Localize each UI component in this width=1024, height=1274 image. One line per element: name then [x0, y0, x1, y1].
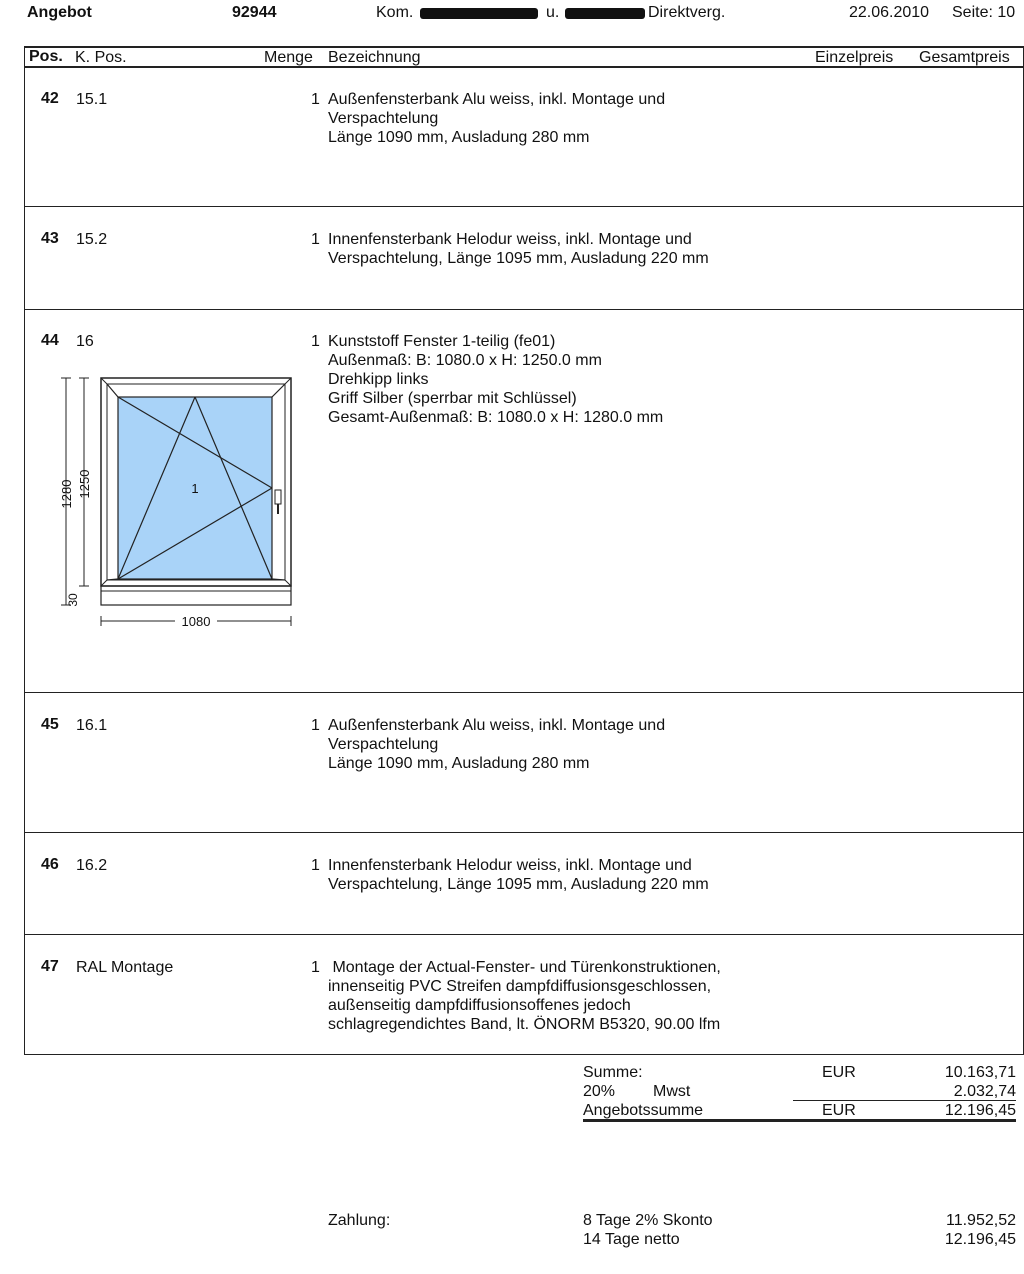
kom-label: Kom. — [376, 4, 414, 21]
window-drawing — [55, 370, 300, 635]
sash-number: 1 — [191, 481, 199, 496]
col-bezeichnung: Bezeichnung — [328, 49, 421, 66]
row-pos: 45 — [41, 716, 59, 733]
row-description: Außenfensterbank Alu weiss, inkl. Montage und Verspachtelung Länge 1090 mm, Ausladung 280 mm — [328, 91, 666, 146]
col-kpos: K. Pos. — [75, 49, 127, 66]
kom-suffix: Direktverg. — [648, 4, 726, 21]
payment-term-value: 11.952,52 — [946, 1212, 1016, 1229]
dim-label-1080: 1080 — [181, 614, 211, 629]
angebot-label: Angebotssumme — [583, 1102, 704, 1119]
row-qty: 1 — [311, 717, 320, 734]
handle-icon — [275, 490, 281, 504]
dim-label-30: 30 — [66, 593, 80, 607]
redaction-bar — [420, 8, 538, 19]
table-left-border — [24, 46, 25, 1055]
row-kpos: 15.1 — [76, 91, 108, 108]
row-qty: 1 — [311, 91, 320, 108]
table-bottom-rule — [24, 1054, 1024, 1055]
row-kpos: 16 — [76, 333, 94, 350]
total-double-rule — [583, 1119, 1016, 1122]
row-pos: 44 — [41, 332, 59, 349]
row-description: Außenfensterbank Alu weiss, inkl. Montage und Verspachtelung Länge 1090 mm, Ausladung 280 mm — [328, 717, 666, 772]
row-qty: 1 — [311, 857, 320, 874]
row-divider — [24, 206, 1024, 207]
mwst-percent: 20% — [583, 1083, 616, 1100]
row-kpos: 16.1 — [76, 717, 108, 734]
col-einzelpreis: Einzelpreis — [815, 49, 894, 66]
payment-term: 8 Tage 2% Skonto — [583, 1212, 713, 1229]
row-description: Innenfensterbank Helodur weiss, inkl. Montage und Verspachtelung, Länge 1095 mm, Ausladung 220 mm — [328, 231, 709, 267]
row-description: Kunststoff Fenster 1-teilig (fe01) Außenmaß: B: 1080.0 x H: 1250.0 mm Drehkipp links Griff Silber (sperrbar mit Schlüssel) Gesamt-Außenmaß: B: 1080.0 x H: 1280.0 mm — [328, 333, 664, 426]
col-menge: Menge — [264, 49, 313, 66]
payment-term-value: 12.196,45 — [944, 1231, 1016, 1248]
row-divider — [24, 934, 1024, 935]
row-qty: 1 — [311, 959, 320, 976]
col-gesamtpreis: Gesamtpreis — [919, 49, 1010, 66]
row-pos: 47 — [41, 958, 59, 975]
angebot-currency: EUR — [822, 1102, 856, 1119]
doc-date: 22.06.2010 — [849, 4, 930, 21]
payment-label: Zahlung: — [328, 1212, 391, 1229]
row-kpos: 16.2 — [76, 857, 108, 874]
handle-grip — [277, 504, 279, 514]
row-divider — [24, 309, 1024, 310]
row-divider — [24, 832, 1024, 833]
mwst-value: 2.032,74 — [953, 1083, 1016, 1100]
summe-currency: EUR — [822, 1064, 856, 1081]
offer-number: 92944 — [232, 4, 277, 21]
row-pos: 43 — [41, 230, 59, 247]
redaction-bar — [565, 8, 645, 19]
col-pos: Pos. — [29, 48, 63, 65]
row-pos: 46 — [41, 856, 59, 873]
mwst-label: Mwst — [653, 1083, 691, 1100]
header-top-rule — [24, 46, 1024, 48]
doc-type: Angebot — [27, 4, 92, 21]
row-pos: 42 — [41, 90, 59, 107]
page-number: Seite: 10 — [952, 4, 1016, 21]
dim-label-1250: 1250 — [77, 469, 92, 499]
row-qty: 1 — [311, 231, 320, 248]
row-divider — [24, 692, 1024, 693]
row-kpos: 15.2 — [76, 231, 108, 248]
kom-mid: u. — [546, 4, 560, 21]
summe-value: 10.163,71 — [944, 1064, 1016, 1081]
row-kpos: RAL Montage — [76, 959, 174, 976]
row-description: Innenfensterbank Helodur weiss, inkl. Montage und Verspachtelung, Länge 1095 mm, Ausladung 220 mm — [328, 857, 709, 893]
payment-term: 14 Tage netto — [583, 1231, 680, 1248]
row-description: Montage der Actual-Fenster- und Türenkonstruktionen, innenseitig PVC Streifen dampfdiffusionsgeschlossen, außenseitig dampfdiffusionsoffenes jedoch schlagregendichtes Band, lt. ÖNORM B5320, 90.00 lfm — [328, 959, 721, 1033]
summe-label: Summe: — [583, 1064, 643, 1081]
dim-label-1280: 1280 — [59, 479, 74, 509]
angebot-value: 12.196,45 — [944, 1102, 1016, 1119]
subtotal-rule — [793, 1100, 1016, 1101]
window-sill — [101, 586, 291, 605]
row-qty: 1 — [311, 333, 320, 350]
